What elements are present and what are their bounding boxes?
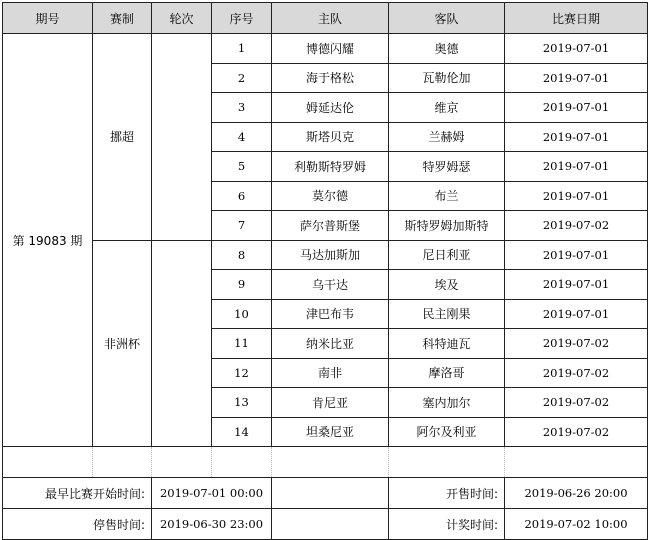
match-date-cell: 2019-07-02	[505, 329, 648, 359]
header-period: 期号	[3, 3, 93, 34]
away-team-cell: 阿尔及利亚	[389, 417, 505, 447]
away-team-cell: 斯特罗姆加斯特	[389, 211, 505, 241]
seq-cell: 2	[212, 63, 272, 93]
header-league-type: 赛制	[93, 3, 152, 34]
away-team-cell: 瓦勒伦加	[389, 63, 505, 93]
seq-cell: 11	[212, 329, 272, 359]
header-match-date: 比赛日期	[505, 3, 648, 34]
header-row	[3, 3, 648, 34]
match-date-cell: 2019-07-01	[505, 63, 648, 93]
home-team-cell: 坦桑尼亚	[272, 417, 389, 447]
league-cell: 非洲杯	[93, 240, 152, 447]
seq-cell: 14	[212, 417, 272, 447]
away-team-cell: 摩洛哥	[389, 358, 505, 388]
away-team-cell: 塞内加尔	[389, 388, 505, 418]
sale-start-value: 2019-06-26 20:00	[505, 478, 648, 509]
away-team-cell: 维京	[389, 93, 505, 123]
seq-cell: 10	[212, 299, 272, 329]
home-team-cell: 博德闪耀	[272, 34, 389, 64]
home-team-cell: 纳米比亚	[272, 329, 389, 359]
home-team-cell: 肯尼亚	[272, 388, 389, 418]
home-team-cell: 莫尔德	[272, 181, 389, 211]
match-date-cell: 2019-07-01	[505, 152, 648, 182]
header-away-team: 客队	[389, 3, 505, 34]
match-date-cell: 2019-07-02	[505, 358, 648, 388]
seq-cell: 9	[212, 270, 272, 300]
away-team-cell: 特罗姆瑟	[389, 152, 505, 182]
prize-time-value: 2019-07-02 10:00	[505, 509, 648, 540]
round-cell	[152, 240, 212, 447]
info-row-start	[3, 478, 648, 509]
earliest-start-value: 2019-07-01 00:00	[152, 478, 272, 509]
home-team-cell: 海于格松	[272, 63, 389, 93]
home-team-cell: 马达加斯加	[272, 240, 389, 270]
lottery-schedule-table	[2, 2, 648, 540]
seq-cell: 13	[212, 388, 272, 418]
match-date-cell: 2019-07-02	[505, 417, 648, 447]
round-cell	[152, 34, 212, 241]
home-team-cell: 姆延达伦	[272, 93, 389, 123]
sale-stop-label: 停售时间:	[3, 509, 152, 540]
away-team-cell: 奥德	[389, 34, 505, 64]
summary-body	[3, 447, 648, 540]
seq-cell: 7	[212, 211, 272, 241]
away-team-cell: 科特迪瓦	[389, 329, 505, 359]
match-date-cell: 2019-07-02	[505, 211, 648, 241]
seq-cell: 12	[212, 358, 272, 388]
away-team-cell: 民主刚果	[389, 299, 505, 329]
prize-time-label: 计奖时间:	[389, 509, 505, 540]
matches-body	[3, 34, 648, 447]
match-date-cell: 2019-07-02	[505, 388, 648, 418]
seq-cell: 4	[212, 122, 272, 152]
away-team-cell: 兰赫姆	[389, 122, 505, 152]
info-row-stop	[3, 509, 648, 540]
home-team-cell: 乌干达	[272, 270, 389, 300]
home-team-cell: 萨尔普斯堡	[272, 211, 389, 241]
match-date-cell: 2019-07-01	[505, 34, 648, 64]
header-round: 轮次	[152, 3, 212, 34]
header-seq: 序号	[212, 3, 272, 34]
seq-cell: 8	[212, 240, 272, 270]
seq-cell: 5	[212, 152, 272, 182]
seq-cell: 1	[212, 34, 272, 64]
period-cell: 第 19083 期	[3, 34, 93, 447]
away-team-cell: 尼日利亚	[389, 240, 505, 270]
earliest-start-label: 最早比赛开始时间:	[3, 478, 152, 509]
home-team-cell: 斯塔贝克	[272, 122, 389, 152]
match-date-cell: 2019-07-01	[505, 181, 648, 211]
league-cell: 挪超	[93, 34, 152, 241]
seq-cell: 3	[212, 93, 272, 123]
header-home-team: 主队	[272, 3, 389, 34]
table-row	[3, 240, 648, 270]
away-team-cell: 埃及	[389, 270, 505, 300]
away-team-cell: 布兰	[389, 181, 505, 211]
sale-stop-value: 2019-06-30 23:00	[152, 509, 272, 540]
match-date-cell: 2019-07-01	[505, 299, 648, 329]
match-date-cell: 2019-07-01	[505, 240, 648, 270]
home-team-cell: 南非	[272, 358, 389, 388]
blank-row	[3, 447, 648, 478]
sale-start-label: 开售时间:	[389, 478, 505, 509]
home-team-cell: 津巴布韦	[272, 299, 389, 329]
match-date-cell: 2019-07-01	[505, 270, 648, 300]
match-date-cell: 2019-07-01	[505, 93, 648, 123]
match-date-cell: 2019-07-01	[505, 122, 648, 152]
table-row	[3, 34, 648, 64]
home-team-cell: 利勒斯特罗姆	[272, 152, 389, 182]
seq-cell: 6	[212, 181, 272, 211]
